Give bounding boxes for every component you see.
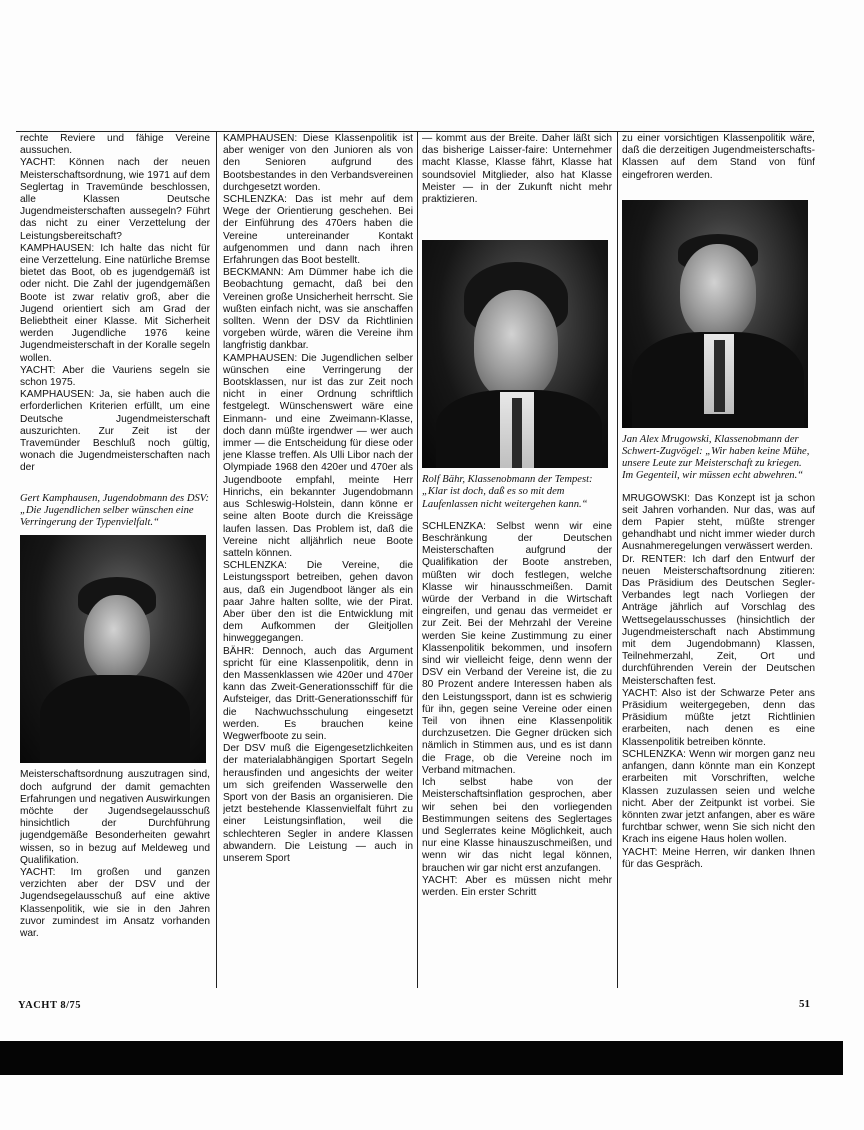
column-separator <box>417 131 418 988</box>
photo-caption-kamphausen: Gert Kamphausen, Jugendobmann des DSV: „Die Jugendlichen selber wünschen eine Verringerung der Typenvielfalt.“ <box>20 492 210 529</box>
paragraph: YACHT: Meine Herren, wir danken Ihnen für das Gespräch. <box>622 846 815 870</box>
paragraph: YACHT: Also ist der Schwarze Peter ans Präsidium weitergegeben, denn das Präsidium müßte jetzt Richtlinien erarbeiten, nach denen es eine Klassenpolitik betreiben könnte. <box>622 687 815 748</box>
paragraph: Dr. RENTER: Ich darf den Entwurf der neuen Meisterschaftsordnung zitieren: Das Präsidium des Deutschen Segler-Verbandes legt nach Vorliegen der Anträge jährlich auf Vorschlag des Wettsegelausschusses (hinsichtlich der Jugendmeisterschaft nach Abstimmung mit dem Jugendobmann) Klassen, Teilnehmerzahl, Zeit, Ort und durchführenden Verein der Deutschen Meisterschaften fest. <box>622 553 815 687</box>
column-separator <box>216 131 217 988</box>
paragraph: SCHLENZKA: Das ist mehr auf dem Wege der Orientierung geschehen. Bei der Einführung des 470ers haben die Vereine untereinander Kontakt aufgenommen und dann nach ihren Erfahrungen das Boot bestellt. <box>223 194 413 267</box>
column-1 <box>20 133 210 990</box>
paragraph: BÄHR: Dennoch, auch das Argument spricht für eine Klassenpolitik, denn in den Massenklassen wie 420er und 470er kann das Zweit-Generationsschiff für die Aufsteiger, das Dritt-Generationsschiff für die Nachwuchsschulung eingesetzt werden. Es brauchen keine Wegwerfboote zu sein. <box>223 645 413 742</box>
paragraph: MRUGOWSKI: Das Konzept ist ja schon seit Jahren vorhanden. Nur das, was auf dem Papier steht, müßte strenger gehandhabt und nicht immer wieder durch Ausnahmeregelungen verwässert werden. <box>622 492 815 553</box>
column-3 <box>422 133 612 990</box>
column-separator <box>617 131 618 988</box>
paragraph: rechte Reviere und fähige Vereine aussuchen. <box>20 133 210 157</box>
photo-kamphausen <box>20 535 206 763</box>
paragraph: YACHT: Im großen und ganzen verzichten aber der DSV und der Jugendsegelausschuß auf eine aktive Klassenpolitik, wie sie in den Jahren zuvor zumindest im Ansatz vorhanden war. <box>20 866 210 939</box>
paragraph: Meisterschaftsordnung auszutragen sind, doch aufgrund der damit gemachten Erfahrungen und negativen Auswirkungen möchte der Jugendsegelausschuß hinsichtlich der Durchführung jugendgemäße Besonderheiten gewahrt wissen, so in bezug auf Meldeweg und Qualifikation. <box>20 769 210 866</box>
photo-caption-baehr: Rolf Bähr, Klassenobmann der Tempest: „Klar ist doch, daß es so mit dem Laufenlassen nicht weitergehen kann.“ <box>422 474 593 510</box>
paragraph: — kommt aus der Breite. Daher läßt sich das bisherige Laisser-faire: Unternehmer macht Klasse, Klasse fährt, Klasse hat soundsoviel Mitglieder, also hat Klasse Meister — in der Zukunft nicht mehr praktizieren. <box>422 133 612 206</box>
column-4 <box>622 133 815 990</box>
photo-baehr <box>422 240 608 468</box>
paragraph: KAMPHAUSEN: Diese Klassenpolitik ist aber weniger von den Junioren als von den Senioren aufgrund des Bootsbestandes in den Verbandsvereinen durchgesetzt worden. <box>223 133 413 193</box>
column-2 <box>223 133 413 990</box>
photo-mrugowski <box>622 200 808 428</box>
paragraph: YACHT: Können nach der neuen Meisterschaftsordnung, wie 1971 auf dem Seglertag in Travemünde beschlossen, alle Klassen Deutsche Jugendmeisterschaften aussegeln? Führt das nicht zu einer Verzettelung der Leistungsbereitschaft? <box>20 157 210 242</box>
top-rule <box>16 131 814 132</box>
scan-edge-bar <box>0 1041 843 1075</box>
paragraph: SCHLENZKA: Die Vereine, die Leistungssport betreiben, gehen davon aus, daß ein Jugendboot länger als ein paar Jahre halten sollte, wie der Pirat. Aber über den ist die Entwicklung mit dem Aufkommen der Gleitjollen hinweggegangen. <box>223 560 413 645</box>
paragraph: Ich selbst habe von der Meisterschaftsinflation gesprochen, aber wir sehen bei den vorliegenden Bestimmungen seitens des Seglertages und Seglerrates keine Möglichkeit, auch nur eine Klasse hinauszuschmeißen, und wenn wir das nicht legal können, brauchen wir gar nicht erst anzufangen. <box>422 777 612 874</box>
paragraph: KAMPHAUSEN: Die Jugendlichen selber wünschen eine Verringerung der Bootsklassen, nur ist das zur Zeit noch nicht in einer Ordnung schriftlich festgelegt. Wünschenswert wäre eine Einmann- und eine Zweimann-Klasse, doch dann müßte irgendwer — wer auch immer — die Entscheidung für diese oder jene Klasse treffen. Als Ulli Libor nach der Olympiade 1968 den 420er und 470er als Jugendboote empfahl, meinte Herr Hinrichs, ein bekannter Jugendobmann aus Schleswig-Holstein, dann könne er seine alten Boote durch die Kreissäge laufen lassen. Das Problem ist, daß die Vereine nicht alljährlich neue Boote satteln können. <box>223 352 413 559</box>
page-number: 51 <box>799 998 810 1010</box>
paragraph: SCHLENZKA: Selbst wenn wir eine Beschränkung der Deutschen Meisterschaften aufgrund der Qualifikation der Boote anstreben, müßten wir doch festlegen, welche Klasse wir hinausschmeißen. Damit würde der Verband in die Wirtschaft eingreifen, und genau das vermeidet er zur Zeit. Bei der Mehrzahl der Vereine werden Sie keine Zustimmung zu einer Klassenpolitik bekommen, und insofern sind wir vielleicht feige, denn wenn der DSV ein Verband der Vereine ist, die zu 80 Prozent andere Interessen haben als den Leistungssport, dann ist es schwierig für ihn, gegen seine Vereine oder einen Teil von ihnen eine Klassenpolitik durchzusetzen. Die Gegner drücken sich nämlich in Stimmen aus, und es ist dann die Frage, ob die Vereine noch im Verband mitmachen. <box>422 520 612 776</box>
paragraph: YACHT: Aber die Vauriens segeln sie schon 1975. <box>20 364 210 389</box>
paragraph: zu einer vorsichtigen Klassenpolitik wäre, daß die derzeitigen Jugendmeisterschafts-Klassen auf dem Stand von fünf eingefroren werden. <box>622 133 815 181</box>
footer-issue: YACHT 8/75 <box>18 1000 82 1011</box>
paragraph: YACHT: Aber es müssen nicht mehr werden. Ein erster Schritt <box>422 874 612 898</box>
photo-caption-mrugowski: Jan Alex Mrugowski, Klassenobmann der Schwert-Zugvögel: „Wir haben keine Mühe, unsere Leute zur Meisterschaft zu kriegen. Im Gegenteil, wir müssen echt abwehren.“ <box>622 433 810 482</box>
paragraph: BECKMANN: Am Dümmer habe ich die Beobachtung gemacht, daß bei den Vereinen große Unsicherheit herrscht. Sie wußten einfach nicht, was sie anschaffen sollten. Wenn der DSV da Richtlinien vorgeben würde, wären die Vereine ihm langfristig dankbar. <box>223 267 413 352</box>
paragraph: SCHLENZKA: Wenn wir morgen ganz neu anfangen, dann könnte man ein Konzept erarbeiten mit Vorschriften, welche Klassen zuzulassen seien und welche nicht. Aber der Zeitpunkt ist vorbei. Sie könnten zwar jetzt anfangen, aber es wäre furchtbar schwer, wenn Sie sich nicht den Krach ins eigene Haus holen wollen. <box>622 748 815 846</box>
paragraph: KAMPHAUSEN: Ja, sie haben auch die erforderlichen Kriterien erfüllt, um eine Deutsche Jugendmeisterschaft auszurichten. Zur Zeit ist der Travemünder Beschluß noch gültig, wonach die Jugendmeisterschaften nach der <box>20 389 210 474</box>
paragraph: KAMPHAUSEN: Ich halte das nicht für eine Verzettelung. Eine natürliche Bremse bietet das Boot, ob es jugendgemäß ist oder nicht. Die Zahl der jugendgemäßen Boote ist zwar relativ groß, aber die Jugend orientiert sich am Grad der Beliebtheit einer Klasse. Mit Sicherheit werden Jugendliche 1976 keine Jugendmeisterschaft in der Koralle segeln wollen. <box>20 242 210 364</box>
paragraph: Der DSV muß die Eigengesetzlichkeiten der materialabhängigen Sportart Segeln herausfinden und angesichts der weiter um sich greifenden Wasserwelle den Sport von der Basis an organisieren. Die jetzt bestehende Klassenvielfalt führt zu einer Leistungsinflation, weil die schlechteren Segler in andere Klassen abwandern. Die Leistung — auch in unserem Sport <box>223 743 413 864</box>
